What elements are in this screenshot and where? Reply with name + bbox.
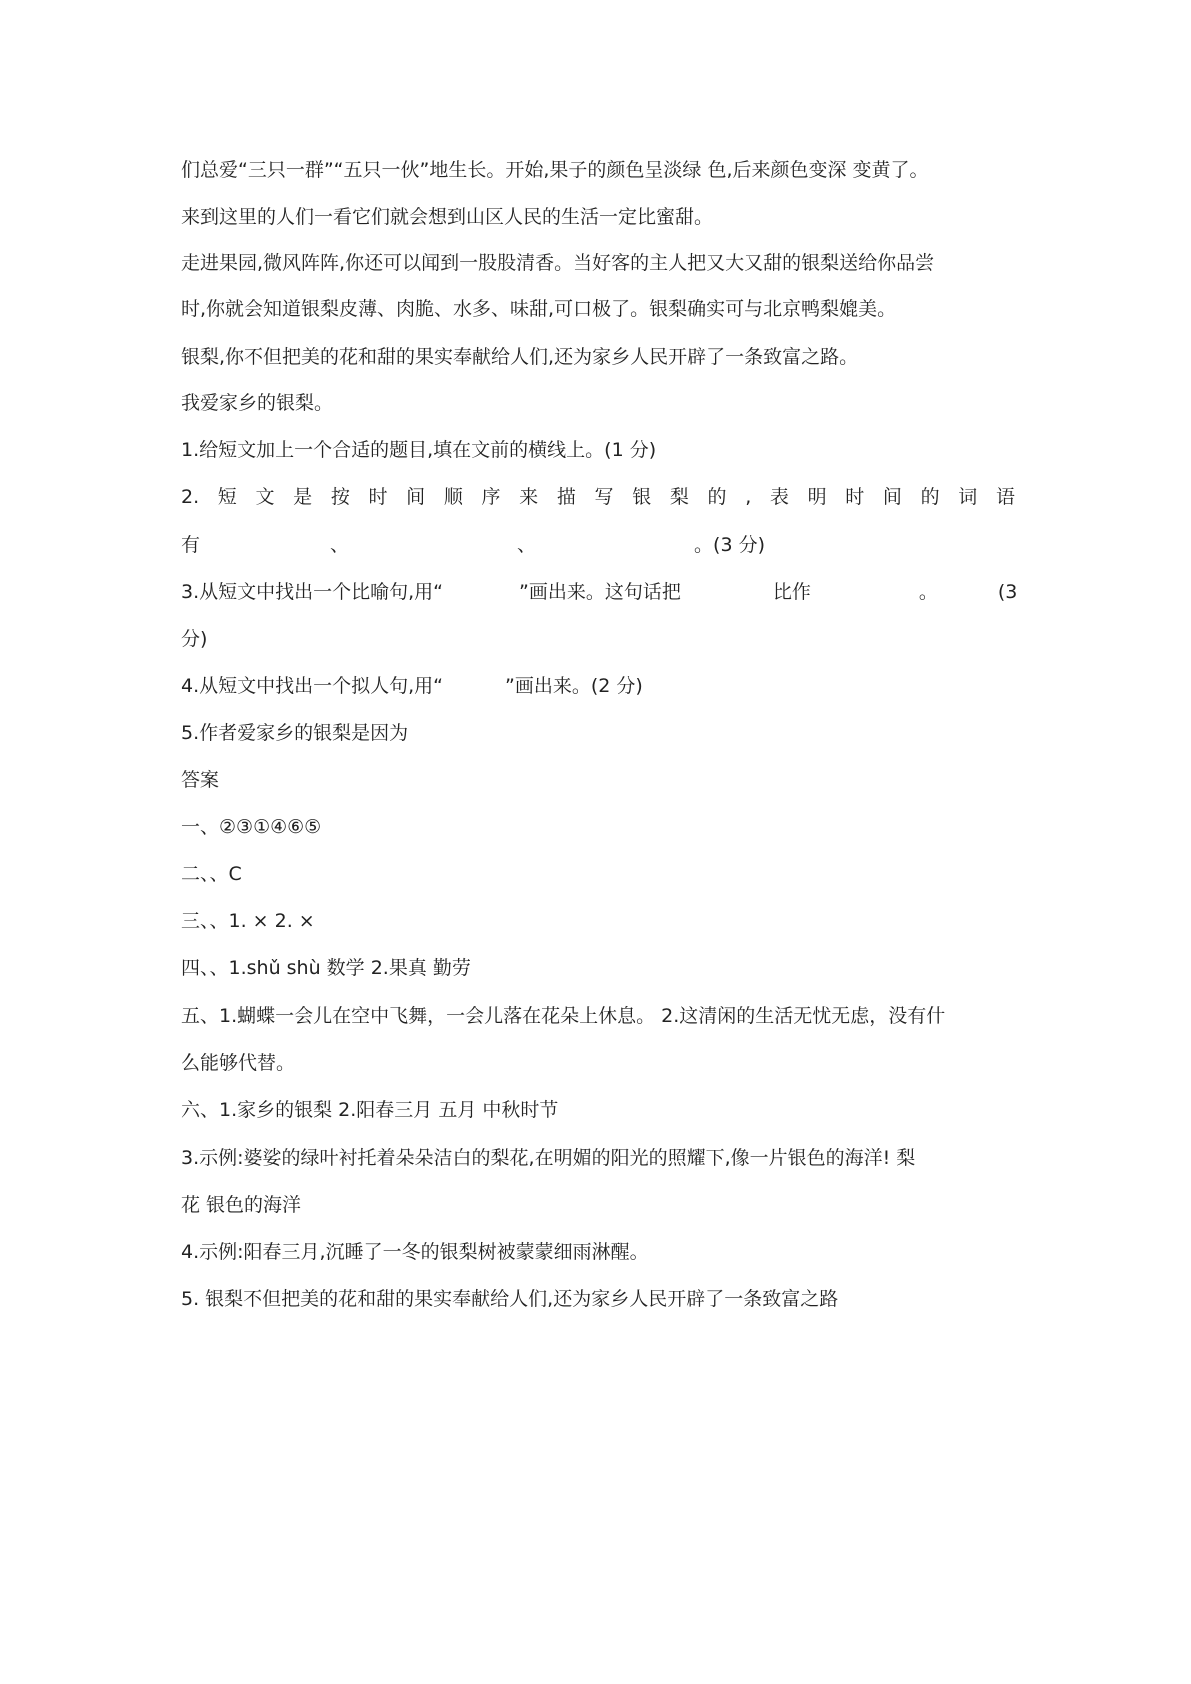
question-3-mid: ”画出来。这句话把 [519,581,681,603]
answer-6-4: 4.示例:阳春三月,沉睡了一冬的银梨树被蒙蒙细雨淋醒。 [181,1241,649,1263]
question-2-char: 写 [594,486,614,508]
question-2-char: 梨 [669,486,689,508]
question-2-char: 表 [769,486,789,508]
question-2-char: 间 [882,486,902,508]
question-2-char: , [745,486,752,508]
passage-line-2: 来到这里的人们一看它们就会想到山区人民的生活一定比蜜甜。 [181,206,714,228]
question-3-start: 3.从短文中找出一个比喻句,用“ [181,581,444,603]
question-2-start: 有 [181,534,201,556]
question-2-char: 按 [330,486,350,508]
question-3-line-1 [181,579,1021,605]
question-2-char: 序 [481,486,501,508]
question-2-char: 短 [217,486,237,508]
answer-6-3-line-2: 花 银色的海洋 [181,1194,302,1216]
passage-line-1: 们总爱“三只一群”“五只一伙”地生长。开始,果子的颜色呈淡绿 色,后来颜色变深 变黄了。 [181,159,929,181]
question-2-char: 文 [255,486,275,508]
passage-line-6: 我爱家乡的银梨。 [181,392,334,414]
question-3-period: 。 [918,581,938,603]
question-2-char: 时 [368,486,388,508]
answers-heading: 答案 [181,769,220,791]
question-2-char: 间 [406,486,426,508]
question-2-line-2 [181,532,1021,558]
question-4-start: 4.从短文中找出一个拟人句,用“ [181,675,444,697]
passage-line-5: 银梨,你不但把美的花和甜的果实奉献给人们,还为家乡人民开辟了一条致富之路。 [181,346,859,368]
question-4-end: ”画出来。(2 分) [505,675,643,697]
question-2-char: 顺 [443,486,463,508]
answer-5-line-2: 么能够代替。 [181,1052,296,1074]
question-3-score: (3 [997,581,1018,603]
question-2-char: 时 [845,486,865,508]
question-3-line-2: 分) [181,628,208,650]
question-2-char: 词 [958,486,978,508]
question-2-line-1 [181,484,1015,510]
question-2-char: 明 [807,486,827,508]
question-2-char: 银 [632,486,652,508]
question-2-char: 的 [707,486,727,508]
question-2-separator: 、 [517,534,537,556]
answer-5-line-1: 五、1.蝴蝶一会儿在空中飞舞，一会儿落在花朵上休息。 2.这清闲的生活无忧无虑，没有什 [181,1005,946,1027]
question-2-char: 是 [293,486,313,508]
question-2-char: 的 [920,486,940,508]
answer-6-3-line-1: 3.示例:婆娑的绿叶衬托着朵朵洁白的梨花,在明媚的阳光的照耀下,像一片银色的海洋! 梨 [181,1147,916,1169]
answer-4: 四、、1.shǔ shù 数学 2.果真 勤劳 [181,957,471,979]
question-1: 1.给短文加上一个合适的题目,填在文前的横线上。(1 分) [181,439,657,461]
answer-3: 三、、1. × 2. × [181,910,315,932]
question-2-char: 2. [181,486,200,508]
question-4 [181,673,1021,699]
question-5: 5.作者爱家乡的银梨是因为 [181,722,409,744]
answer-2: 二、、C [181,863,242,885]
answer-1: 一、②③①④⑥⑤ [181,816,322,838]
question-3-compare: 比作 [772,581,811,603]
answer-6-5: 5. 银梨不但把美的花和甜的果实奉献给人们,还为家乡人民开辟了一条致富之路 [181,1288,839,1310]
question-2-char: 来 [519,486,539,508]
question-2-char: 语 [995,486,1015,508]
passage-line-4: 时,你就会知道银梨皮薄、肉脆、水多、味甜,可口极了。银梨确实可与北京鸭梨媲美。 [181,298,897,320]
answer-6: 六、1.家乡的银梨 2.阳春三月 五月 中秋时节 [181,1099,559,1121]
passage-line-3: 走进果园,微风阵阵,你还可以闻到一股股清香。当好客的主人把又大又甜的银梨送给你品尝 [181,252,935,274]
question-2-separator: 、 [330,534,350,556]
question-2-char: 描 [556,486,576,508]
question-2-score: 。(3 分) [694,534,766,556]
